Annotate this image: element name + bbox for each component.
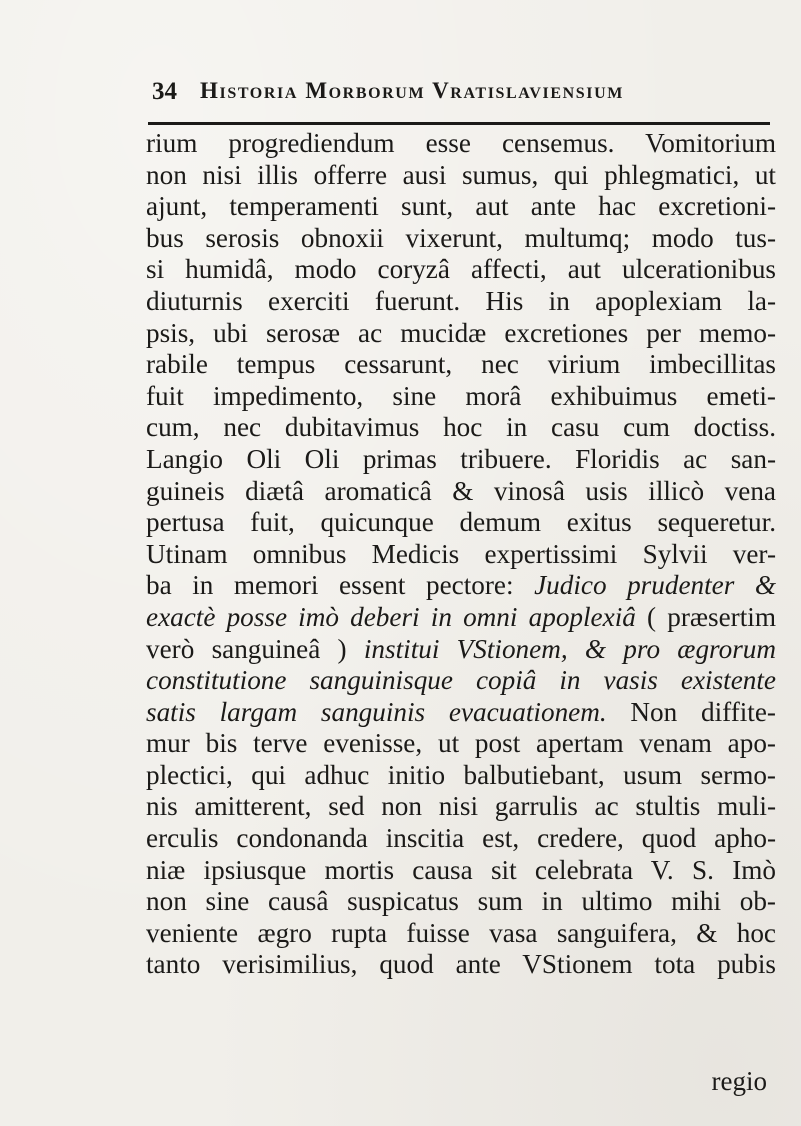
text-line-main: constitutione sanguinisque copiâ in vasis existente: [146, 665, 776, 696]
text-line: [146, 381, 776, 413]
text-line: [146, 697, 776, 729]
text-line: [146, 539, 776, 571]
catchword: regio: [711, 1066, 767, 1096]
text-line-main: non sine causâ suspicatus sum in ultimo mihi ob-: [146, 886, 776, 917]
text-line-main: tanto verisimilius, quod ante VStionem tota pubis: [146, 949, 776, 980]
text-line: [146, 444, 776, 476]
text-line: [146, 507, 776, 539]
text-line: [146, 223, 776, 255]
header-rule: [148, 122, 770, 125]
text-line-main: psis, ubi serosæ ac mucidæ excretiones per memo-: [146, 317, 776, 348]
text-line: [146, 476, 776, 508]
text-line: [146, 634, 776, 666]
text-line-main: bus serosis obnoxii vixerunt, multumq; modo tus-: [146, 222, 776, 253]
text-line: [146, 823, 776, 855]
text-line: [146, 412, 776, 444]
text-line: [146, 160, 776, 192]
page-number: 34: [152, 78, 177, 105]
text-line: [146, 570, 776, 602]
text-line: [146, 191, 776, 223]
text-line-main: cum, nec dubitavimus hoc in casu cum doctiss.: [146, 412, 776, 443]
text-line-tail: institui VStionem, & pro ægrorum: [363, 633, 776, 664]
text-line: [146, 254, 776, 286]
text-line: [146, 665, 776, 697]
text-line: [146, 286, 776, 318]
text-line-main: plectici, qui adhuc initio balbutiebant, usum sermo-: [146, 759, 776, 790]
text-line: [146, 760, 776, 792]
body-text: [146, 128, 776, 981]
text-line-tail: Judico prudenter &: [534, 570, 776, 601]
text-line-main: Utinam omnibus Medicis expertissimi Sylvii ver-: [146, 538, 776, 569]
text-line-main: satis largam sanguinis evacuationem.: [146, 696, 607, 727]
text-line: [146, 949, 776, 981]
text-line-main: nis amitterent, sed non nisi garrulis ac stultis muli-: [146, 791, 776, 822]
text-line-main: ba in memori essent pectore:: [146, 570, 514, 601]
text-line-main: si humidâ, modo coryzâ affecti, aut ulcerationibus: [146, 254, 776, 285]
text-line-main: fuit impedimento, sine morâ exhibuimus emeti-: [146, 380, 776, 411]
running-title: Historia Morborum Vratislaviensium: [200, 78, 624, 103]
text-line-main: niæ ipsiusque mortis causa sit celebrata V. S. Imò: [146, 854, 776, 885]
text-line-main: rabile tempus cessarunt, nec virium imbecillitas: [146, 349, 776, 380]
text-line-main: diuturnis exerciti fuerunt. His in apoplexiam la-: [146, 285, 776, 316]
text-line: [146, 855, 776, 887]
text-line-main: non nisi illis offerre ausi sumus, qui phlegmatici, ut: [146, 159, 776, 190]
text-line: [146, 918, 776, 950]
text-line-main: veniente ægro rupta fuisse vasa sanguifera, & hoc: [146, 917, 776, 948]
text-line-tail: ( præsertim: [647, 601, 776, 632]
text-line-main: ajunt, temperamenti sunt, aut ante hac excretioni-: [146, 191, 776, 222]
text-line: [146, 886, 776, 918]
page-header: [140, 76, 770, 112]
text-line: [146, 728, 776, 760]
text-line: [146, 128, 776, 160]
text-line-main: verò sanguineâ ): [146, 633, 347, 664]
text-line-main: erculis condonanda inscitia est, credere, quod apho-: [146, 823, 776, 854]
text-line-tail: Non diffite-: [630, 696, 776, 727]
text-line-main: pertusa fuit, quicunque demum exitus sequeretur.: [146, 507, 776, 538]
text-line-main: exactè posse imò deberi in omni apoplexiâ: [146, 601, 636, 632]
text-line: [146, 602, 776, 634]
text-line: [146, 349, 776, 381]
text-line-main: Langio Oli Oli primas tribuere. Floridis ac san-: [146, 443, 776, 474]
text-line-main: guineis diætâ aromaticâ & vinosâ usis illicò vena: [146, 475, 776, 506]
text-line-main: mur bis terve evenisse, ut post apertam venam apo-: [146, 728, 776, 759]
text-line: [146, 318, 776, 350]
text-line-main: rium progrediendum esse censemus. Vomitorium: [146, 128, 776, 158]
text-line: [146, 791, 776, 823]
